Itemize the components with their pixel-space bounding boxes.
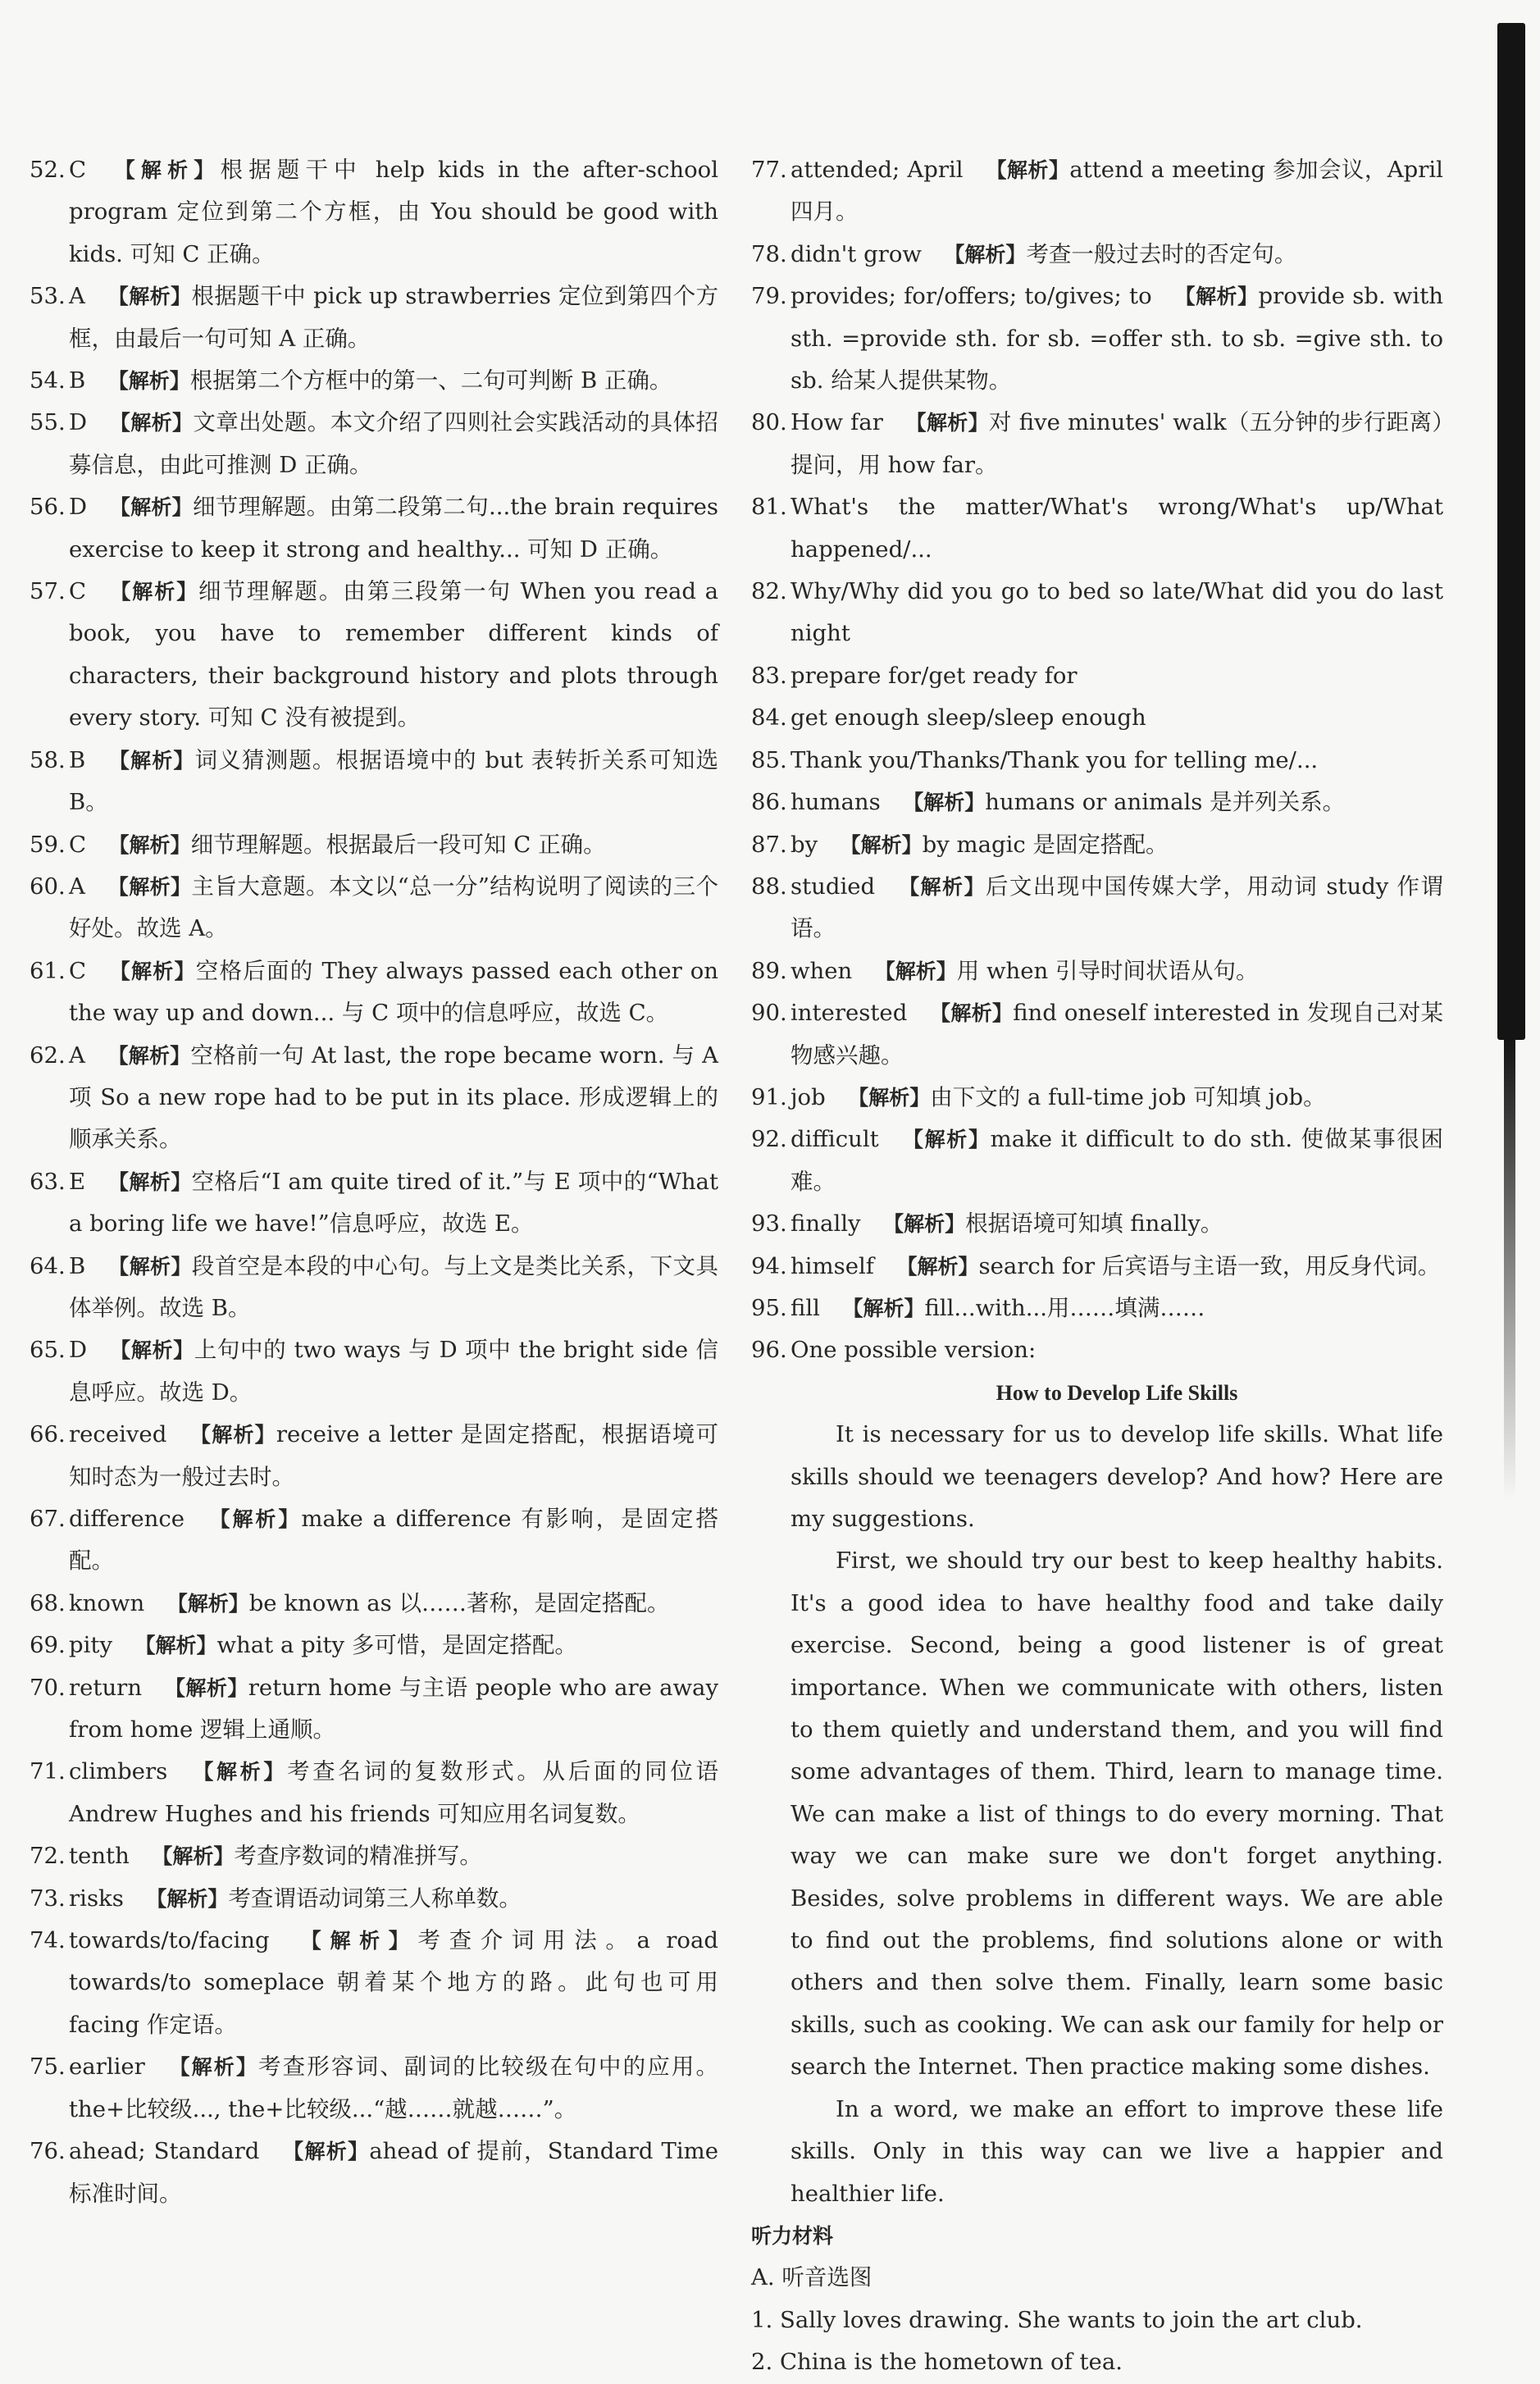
item-number: 68. [30, 1589, 66, 1616]
item-explanation: 根据语境可知填 finally。 [965, 1210, 1223, 1238]
item-number: 57. [30, 578, 66, 605]
analysis-tag: 【解析】 [108, 158, 221, 182]
item-explanation: 细节理解题。由第二段第二句...the brain requires exercise to keep it strong and healthy... 可知 D 正确。 [69, 494, 718, 563]
answer-item [751, 697, 1443, 739]
item-number: 93. [751, 1210, 787, 1238]
item-answer: C [69, 831, 87, 858]
item-answer: interested [791, 1000, 908, 1027]
item-answer: received [69, 1421, 167, 1448]
item-answer: pity [69, 1632, 112, 1659]
analysis-tag: 【解析】 [842, 1296, 925, 1320]
analysis-tag: 【解析】 [896, 1254, 979, 1279]
item-number: 70. [30, 1674, 66, 1701]
item-explanation: 文章出处题。本文介绍了四则社会实践活动的具体招募信息，由此可推测 D 正确。 [69, 409, 718, 478]
analysis-tag: 【解析】 [107, 1254, 192, 1279]
analysis-tag: 【解析】 [167, 2055, 259, 2080]
answer-item [30, 1414, 718, 1498]
answer-item [30, 402, 718, 486]
item-answer: Thank you/Thanks/Thank you for telling me/... [791, 746, 1319, 773]
answer-item [30, 360, 718, 402]
analysis-tag: 【解析】 [164, 1675, 248, 1700]
item-explanation: 用 when 引导时间状语从句。 [956, 957, 1259, 984]
item-number: 85. [751, 746, 787, 773]
item-number: 72. [30, 1843, 66, 1870]
item-explanation: return home 与主语 people who are away from home 逻辑上通顺。 [69, 1674, 718, 1744]
answer-item [751, 782, 1443, 823]
item-answer: prepare for/get ready for [791, 662, 1078, 689]
right-column [751, 149, 1443, 2384]
analysis-tag: 【解析】 [883, 1212, 966, 1237]
answer-item [751, 234, 1443, 276]
item-answer: when [791, 957, 853, 984]
item-explanation: 根据第二个方框中的第一、二句可判断 B 正确。 [189, 367, 672, 394]
answer-item [30, 824, 718, 866]
item-answer: known [69, 1589, 145, 1616]
item-number: 92. [751, 1126, 787, 1153]
analysis-tag: 【解析】 [944, 242, 1027, 267]
analysis-tag: 【解析】 [107, 874, 192, 899]
item-answer: E [69, 1168, 86, 1195]
item-number: 83. [751, 662, 787, 689]
analysis-tag: 【解析】 [109, 411, 194, 435]
item-explanation: 后文出现中国传媒大学，用动词 study 作谓语。 [791, 873, 1443, 942]
item-answer: attended; April [791, 157, 964, 183]
item-explanation: 根据题干中 help kids in the after-school program 定位到第二个方框，由 You should be good with kids. 可知 C 正确。 [69, 157, 718, 267]
item-explanation: 考查名词的复数形式。从后面的同位语 Andrew Hughes and his friends 可知应用名词复数。 [69, 1758, 718, 1827]
answer-item [30, 1878, 718, 1920]
item-answer: return [69, 1674, 143, 1701]
item-answer: towards/to/facing [69, 1927, 270, 1954]
answer-item [30, 1035, 718, 1161]
item-explanation: 主旨大意题。本文以“总一分”结构说明了阅读的三个好处。故选 A。 [69, 873, 718, 942]
item-number: 55. [30, 409, 66, 436]
item-answer: provides; for/offers; to/gives; to [791, 283, 1152, 310]
analysis-tag: 【解析】 [901, 1128, 991, 1152]
item-number: 86. [751, 789, 787, 816]
item-explanation: attend a meeting 参加会议，April 四月。 [791, 157, 1443, 226]
analysis-tag: 【解析】 [107, 1169, 192, 1194]
analysis-tag: 【解析】 [107, 1043, 191, 1068]
answer-item [30, 1920, 718, 2046]
analysis-tag: 【解析】 [281, 2140, 370, 2164]
answer-item [30, 1751, 718, 1835]
item-number: 73. [30, 1885, 66, 1912]
item-number: 61. [30, 957, 66, 984]
item-answer: One possible version: [791, 1337, 1037, 1364]
answer-item [751, 950, 1443, 992]
item-explanation: 由下文的 a full-time job 可知填 job。 [930, 1083, 1326, 1110]
item-number: 80. [751, 409, 787, 436]
analysis-tag: 【解析】 [905, 411, 989, 435]
item-explanation: 空格后“I am quite tired of it.”与 E 项中的“What a boring life we have!”信息呼应，故选 E。 [69, 1168, 718, 1238]
item-answer: How far [791, 409, 883, 436]
item-answer: A [69, 873, 85, 900]
item-number: 94. [751, 1252, 787, 1279]
item-answer: didn't grow [791, 240, 922, 267]
item-answer: A [69, 1042, 85, 1069]
analysis-tag: 【解析】 [207, 1507, 302, 1531]
item-number: 66. [30, 1421, 66, 1448]
analysis-tag: 【解析】 [897, 874, 986, 899]
analysis-tag: 【解析】 [1174, 285, 1259, 309]
answer-item [30, 2131, 718, 2215]
item-explanation: ahead of 提前，Standard Time 标准时间。 [69, 2138, 718, 2207]
item-explanation: humans or animals 是并列关系。 [985, 789, 1346, 816]
item-explanation: 空格前一句 At last, the rope became worn. 与 A 项 So a new rope had to be put in its place. 形成逻辑上的顺承关系。 [69, 1042, 718, 1153]
item-number: 56. [30, 494, 66, 521]
item-answer: earlier [69, 2054, 145, 2081]
item-explanation: be known as 以……著称，是固定搭配。 [248, 1589, 670, 1616]
item-explanation: provide sb. with sth. =provide sth. for sb. =offer sth. to sb. =give sth. to sb. 给某人提供某物。 [791, 283, 1443, 394]
item-number: 96. [751, 1337, 787, 1364]
item-explanation: 上句中的 two ways 与 D 项中 the bright side 信息呼应。故选 D。 [69, 1337, 718, 1406]
listening-heading: 听力材料 [751, 2223, 834, 2248]
item-explanation: 考查谓语动词第三人称单数。 [228, 1885, 522, 1912]
analysis-tag: 【解析】 [107, 748, 195, 773]
item-number: 67. [30, 1506, 66, 1532]
item-explanation: 对 five minutes' walk（五分钟的步行距离）提问，用 how far。 [791, 409, 1444, 478]
item-number: 82. [751, 578, 787, 605]
item-number: 64. [30, 1252, 66, 1279]
item-explanation: 细节理解题。根据最后一段可知 C 正确。 [190, 831, 606, 858]
item-number: 89. [751, 957, 787, 984]
item-explanation: receive a letter 是固定搭配，根据语境可知时态为一般过去时。 [69, 1421, 718, 1490]
item-number: 84. [751, 704, 787, 732]
item-number: 95. [751, 1294, 787, 1321]
answer-item [30, 1625, 718, 1666]
analysis-tag: 【解析】 [108, 832, 191, 857]
item-explanation: make a difference 有影响，是固定搭配。 [69, 1506, 718, 1575]
item-number: 62. [30, 1042, 66, 1069]
answer-item [751, 1246, 1443, 1288]
item-number: 90. [751, 1000, 787, 1027]
item-explanation: 细节理解题。由第三段第一句 When you read a book, you have to remember different kinds of characters, their background history and plots through every story. 可知 C 没有被提到。 [69, 578, 718, 732]
item-number: 76. [30, 2138, 66, 2165]
analysis-tag: 【解析】 [848, 1085, 931, 1110]
item-answer: difficult [791, 1126, 879, 1153]
item-answer: fill [791, 1294, 820, 1321]
listening-section-a: A. 听音选图 [751, 2264, 873, 2291]
item-explanation: 考查序数词的精准拼写。 [234, 1843, 482, 1870]
analysis-tag: 【解析】 [874, 959, 957, 983]
item-answer: C [69, 578, 87, 605]
answer-item [30, 1667, 718, 1752]
answer-item [30, 1835, 718, 1877]
analysis-tag: 【解析】 [292, 1929, 418, 1953]
answer-item [30, 276, 718, 360]
item-number: 65. [30, 1337, 66, 1364]
item-number: 52. [30, 157, 66, 183]
answer-item [751, 1119, 1443, 1203]
analysis-tag: 【解析】 [107, 369, 190, 394]
item-number: 77. [751, 157, 787, 183]
item-answer: studied [791, 873, 876, 900]
analysis-tag: 【解析】 [107, 285, 192, 309]
answer-item [30, 866, 718, 950]
item-answer: himself [791, 1252, 874, 1279]
answer-item [30, 2046, 718, 2131]
answer-item [751, 402, 1443, 486]
essay-paragraph: First, we should try our best to keep healthy habits. It's a good idea to have healthy food and take daily exercise. Second, being a good listener is of great importance. When we communicate with others, listen to them quietly and understand them, and you will find some advantages of them. Third, learn to manage time. We can make a list of things to do every morning. That way we can make sure we don't forget anything. Besides, solve problems in different ways. We are able to find out the problems, find solutions alone or with others and then solve them. Finally, learn some basic skills, such as cooking. We can ask our family for help or search the Internet. Then practice making some dishes. [791, 1548, 1443, 2081]
analysis-tag: 【解析】 [109, 495, 193, 520]
listening-item: 1. Sally loves drawing. She wants to join the art club. [751, 2306, 1363, 2333]
page-edge-bar [1497, 23, 1525, 1040]
answer-item [30, 1583, 718, 1625]
answer-item [30, 486, 718, 571]
analysis-tag: 【解析】 [189, 1423, 276, 1447]
answer-item [751, 149, 1443, 234]
answer-item [751, 866, 1443, 950]
item-answer: by [791, 831, 818, 858]
item-explanation: 考查一般过去时的否定句。 [1026, 240, 1297, 267]
item-answer: finally [791, 1210, 861, 1238]
item-explanation: find oneself interested in 发现自己对某物感兴趣。 [791, 1000, 1443, 1069]
item-answer: C [69, 157, 87, 183]
answer-item [30, 1246, 718, 1330]
answer-item [751, 1288, 1443, 1329]
answer-item [30, 1161, 718, 1246]
answer-item [751, 276, 1443, 402]
item-answer: D [69, 409, 88, 436]
essay-paragraph: It is necessary for us to develop life skills. What life skills should we teenagers develop? And how? Here are my suggestions. [791, 1421, 1443, 1532]
item-explanation: 段首空是本段的中心句。与上文是类比关系，下文具体举例。故选 B。 [69, 1252, 718, 1321]
item-answer: get enough sleep/sleep enough [791, 704, 1146, 732]
analysis-tag: 【解析】 [903, 791, 986, 815]
item-explanation: search for 后宾语与主语一致，用反身代词。 [978, 1252, 1441, 1279]
item-answer: ahead; Standard [69, 2138, 260, 2165]
item-explanation: fill...with...用……填满…… [924, 1294, 1205, 1321]
item-answer: humans [791, 789, 881, 816]
item-number: 71. [30, 1758, 66, 1785]
item-number: 75. [30, 2054, 66, 2081]
analysis-tag: 【解析】 [189, 1760, 287, 1785]
item-explanation: what a pity 多可惜，是固定搭配。 [216, 1632, 577, 1659]
item-answer: A [69, 283, 85, 310]
item-number: 91. [751, 1083, 787, 1110]
analysis-tag: 【解析】 [986, 158, 1070, 182]
answer-item [30, 571, 718, 740]
answer-item [751, 486, 1443, 571]
item-answer: Why/Why did you go to bed so late/What did you do last night [791, 578, 1443, 647]
answer-item [30, 740, 718, 824]
item-number: 58. [30, 746, 66, 773]
analysis-tag: 【解析】 [146, 1886, 229, 1911]
item-answer: climbers [69, 1758, 168, 1785]
item-number: 79. [751, 283, 787, 310]
analysis-tag: 【解析】 [108, 959, 196, 983]
item-number: 88. [751, 873, 787, 900]
item-number: 81. [751, 494, 787, 521]
item-answer: risks [69, 1885, 124, 1912]
item-answer: B [69, 367, 86, 394]
essay-title: How to Develop Life Skills [996, 1380, 1238, 1405]
item-number: 59. [30, 831, 66, 858]
item-answer: What's the matter/What's wrong/What's up/What happened/... [791, 494, 1443, 563]
item-answer: C [69, 957, 87, 984]
item-number: 78. [751, 240, 787, 267]
answer-item [751, 1203, 1443, 1245]
analysis-tag: 【解析】 [134, 1634, 217, 1658]
item-number: 87. [751, 831, 787, 858]
answer-item [30, 1498, 718, 1583]
item-explanation: 考查介词用法。a road towards/to someplace 朝着某个地方的路。此句也可用 facing 作定语。 [69, 1927, 718, 2038]
item-explanation: by magic 是固定搭配。 [922, 831, 1169, 858]
item-number: 69. [30, 1632, 66, 1659]
answer-item [751, 571, 1443, 655]
item-explanation: 考查形容词、副词的比较级在句中的应用。the+比较级..., the+比较级...“越……就越……”。 [69, 2054, 718, 2122]
item-number: 53. [30, 283, 66, 310]
answer-list-right [751, 149, 1443, 1372]
answer-item [751, 992, 1443, 1077]
item-explanation: 根据题干中 pick up strawberries 定位到第四个方框，由最后一句可知 A 正确。 [69, 283, 718, 352]
analysis-tag: 【解析】 [152, 1844, 235, 1869]
analysis-tag: 【解析】 [929, 1001, 1014, 1026]
analysis-tag: 【解析】 [840, 832, 923, 857]
item-number: 74. [30, 1927, 66, 1954]
item-number: 60. [30, 873, 66, 900]
answer-item [30, 1329, 718, 1414]
item-explanation: make it difficult to do sth. 使做某事很困难。 [791, 1126, 1443, 1195]
item-answer: B [69, 746, 86, 773]
page-edge-shadow [1504, 1040, 1515, 1499]
item-answer: job [791, 1083, 826, 1110]
item-answer: D [69, 1337, 88, 1364]
answer-item [30, 950, 718, 1035]
left-column [30, 149, 718, 2215]
item-explanation: 空格后面的 They always passed each other on the way up and down... 与 C 项中的信息呼应，故选 C。 [69, 957, 718, 1027]
answer-item [751, 740, 1443, 782]
answer-item [751, 824, 1443, 866]
item-answer: B [69, 1252, 86, 1279]
item-answer: D [69, 494, 88, 521]
listening-item: 2. China is the hometown of tea. [751, 2349, 1123, 2376]
item-number: 54. [30, 367, 66, 394]
item-answer: difference [69, 1506, 185, 1532]
answer-item [751, 1329, 1443, 1371]
item-number: 63. [30, 1168, 66, 1195]
answer-item [30, 149, 718, 276]
answer-item [751, 1077, 1443, 1119]
essay-paragraph: In a word, we make an effort to improve these life skills. Only in this way can we live a happier and healthier life. [791, 2095, 1443, 2207]
item-answer: tenth [69, 1843, 130, 1870]
analysis-tag: 【解析】 [108, 580, 198, 604]
analysis-tag: 【解析】 [166, 1591, 249, 1616]
item-explanation: 词义猜测题。根据语境中的 but 表转折关系可知选 B。 [69, 746, 718, 816]
answer-item [751, 655, 1443, 697]
analysis-tag: 【解析】 [109, 1338, 194, 1363]
